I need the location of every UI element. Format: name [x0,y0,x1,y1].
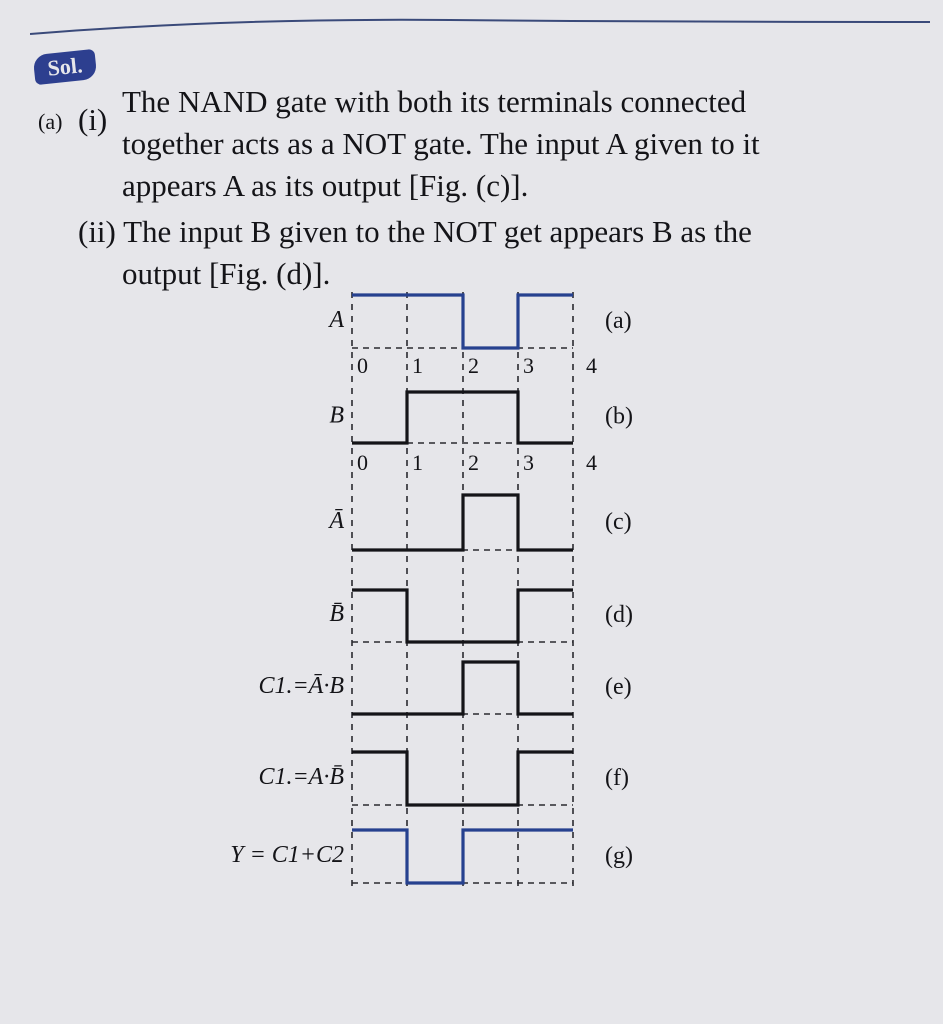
tick-number-0-1: 1 [412,353,423,378]
item-ii-label: (ii) [78,214,116,249]
part-label: (a) [38,109,63,134]
waveform-e [352,662,573,714]
signal-label-c: Ā [329,508,344,534]
tick-number-1-4: 4 [586,450,597,475]
tick-number-0-2: 2 [468,353,479,378]
paragraph-line-4-text: The input B given to the NOT get appears B as the [123,214,752,249]
figure-label-c: (c) [605,509,632,536]
tick-number-1-1: 1 [412,450,423,475]
paragraph-line-5: output [Fig. (d)]. [122,256,331,291]
figure-label-b: (b) [605,403,633,430]
signal-label-d: B̄ [329,601,344,628]
waveform-a [352,295,573,348]
tick-number-1-0: 0 [357,450,368,475]
signal-label-g: Y = C1+C2 [230,841,344,868]
tick-number-0-4: 4 [586,353,597,378]
tick-number-0-0: 0 [357,353,368,378]
tick-number-1-2: 2 [468,450,479,475]
signal-label-e: C1.=Ā·B [258,673,344,700]
solution-badge: Sol. [33,49,98,85]
waveform-c [352,495,573,550]
signal-label-b: B [329,402,344,429]
paragraph-line-2: together acts as a NOT gate. The input A given to it [122,126,760,161]
figure-label-e: (e) [605,674,632,701]
item-i-label: (i) [78,102,108,137]
waveform-g [352,830,573,883]
figure-label-f: (f) [605,764,629,791]
signal-label-f: C1.=A·B̄ [258,763,344,790]
signal-label-a: A [329,306,344,333]
figure-label-g: (g) [605,842,633,869]
figure-label-d: (d) [605,602,633,629]
figure-label-a: (a) [605,307,632,334]
tick-number-0-3: 3 [523,353,534,378]
paragraph-line-1: The NAND gate with both its terminals connected [122,84,747,119]
tick-number-1-3: 3 [523,450,534,475]
paragraph-line-3: appears A as its output [Fig. (c)]. [122,168,529,203]
